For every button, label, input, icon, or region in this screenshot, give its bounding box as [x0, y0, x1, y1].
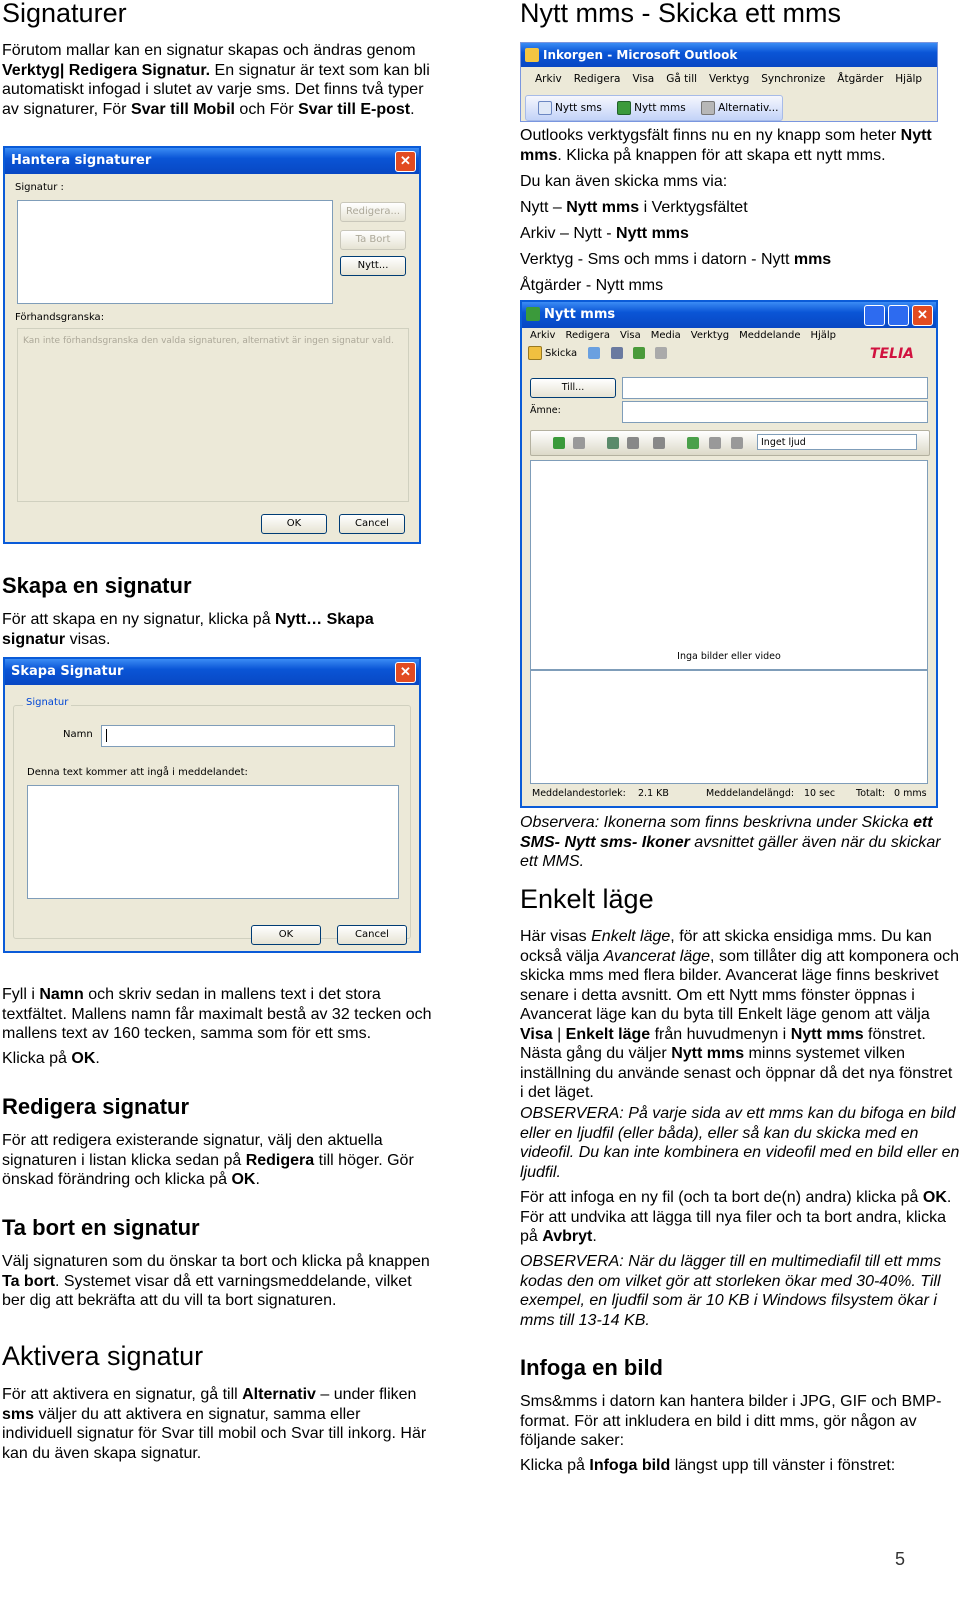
paragraph-via-2: Arkiv – Nytt - Nytt mms: [520, 225, 689, 242]
mms-menu-item[interactable]: Arkiv: [530, 330, 556, 341]
tools-icon[interactable]: [655, 347, 667, 359]
signature-text-area[interactable]: [27, 785, 399, 899]
outlook-menu-bar: [535, 73, 934, 85]
close-icon[interactable]: ✕: [395, 662, 416, 683]
new-button[interactable]: Nytt...: [340, 256, 406, 276]
preview-box: [17, 328, 409, 502]
outlook-menu-item[interactable]: Visa: [632, 73, 655, 85]
edit-button[interactable]: Redigera...: [340, 202, 406, 222]
dialog-title: Hantera signaturer: [5, 148, 419, 174]
outlook-menu-item[interactable]: Redigera: [573, 73, 621, 85]
paragraph-klicka-ok: Klicka på OK.: [2, 1050, 100, 1067]
page-number: 5: [894, 1549, 905, 1569]
address-book-icon[interactable]: [588, 347, 600, 359]
outlook-menu-item[interactable]: Verktyg: [709, 73, 750, 85]
minimize-icon[interactable]: [864, 305, 885, 326]
to-field[interactable]: [622, 377, 928, 399]
paragraph-via-4: Åtgärder - Nytt mms: [520, 277, 664, 294]
text-label: Denna text kommer att ingå i meddelandet:: [27, 767, 248, 778]
video-icon[interactable]: [653, 437, 665, 449]
paragraph-redigera: För att redigera existerande signatur, välj den aktuella signaturen i listan klicka sedan på Redigera till höger. Gör önskad förändring och klicka på OK.: [2, 1132, 414, 1188]
status-total-label: Totalt:: [856, 788, 886, 799]
status-bar: [528, 786, 930, 802]
dialog-title: Skapa Signatur: [5, 659, 419, 685]
signature-list[interactable]: [17, 200, 333, 304]
telia-logo: TELIA: [869, 346, 914, 362]
outlook-menu-item[interactable]: Åtgärder: [837, 73, 884, 85]
to-button[interactable]: Till...: [530, 378, 616, 398]
delete-button[interactable]: Ta Bort: [340, 230, 406, 250]
preview-text: Kan inte förhandsgranska den valda signaturen, alternativt är ingen signatur vald.: [23, 336, 394, 346]
mms-toolbar: [528, 346, 670, 362]
status-size-label: Meddelandestorlek:: [532, 788, 626, 799]
new-sms-button[interactable]: Nytt sms: [538, 102, 602, 114]
signature-label: Signatur :: [15, 182, 64, 193]
outlook-menu-item[interactable]: Hjälp: [895, 73, 923, 85]
subject-field[interactable]: [622, 401, 928, 423]
sound-icon[interactable]: [709, 437, 721, 449]
mms-menu-item[interactable]: Verktyg: [690, 330, 730, 341]
mms-menu-item[interactable]: Hjälp: [810, 330, 837, 341]
paragraph-via-3: Verktyg - Sms och mms i datorn - Nytt mms: [520, 251, 832, 268]
film-icon[interactable]: [627, 437, 639, 449]
paragraph-observera-multimedia: OBSERVERA: När du lägger till en multimediafil till ett mms kodas den om vilket gör att storleken ökar med 30-40%. Till exempel, en ljudfil som är 10 KB i Windows filsystem ökar i mms till 13-14 KB.: [520, 1253, 942, 1329]
book-icon[interactable]: [611, 347, 623, 359]
mms-menu-item[interactable]: Visa: [619, 330, 641, 341]
paragraph-signaturer-intro: Förutom mallar kan en signatur skapas och ändras genom Verktyg| Redigera Signatur. En signatur är text som kan bli automatiskt infogad i slutet av varje sms. Det finns två typer av signaturer, För Svar till Mobil och För Svar till E-post.: [2, 42, 430, 118]
ok-button[interactable]: OK: [261, 514, 327, 534]
mms-menu-bar: [530, 330, 846, 341]
paragraph-via: Du kan även skicka mms via:: [520, 173, 728, 190]
sound-remove-icon[interactable]: [731, 437, 743, 449]
cancel-button[interactable]: Cancel: [339, 514, 405, 534]
maximize-icon[interactable]: [888, 305, 909, 326]
heading-enkelt-lage: Enkelt läge: [520, 884, 654, 914]
sound-add-icon[interactable]: [687, 437, 699, 449]
paragraph-observera-ikoner: Observera: Ikonerna som finns beskrivna under Skicka ett SMS- Nytt sms- Ikoner avsnittet gäller även när du skickar ett MMS.: [520, 814, 941, 870]
envelope-icon: [528, 346, 542, 360]
group-label: Signatur: [23, 697, 71, 708]
name-input[interactable]: [101, 725, 395, 747]
tools-icon: [701, 101, 715, 115]
subject-label: Ämne:: [530, 405, 561, 416]
sms-icon: [538, 101, 552, 115]
heading-ta-bort-signatur: Ta bort en signatur: [2, 1215, 200, 1240]
contacts-icon[interactable]: [633, 347, 645, 359]
outlook-screenshot: [520, 42, 938, 122]
name-label: Namn: [63, 729, 93, 740]
no-media-text: Inga bilder eller video: [677, 651, 781, 662]
cancel-button[interactable]: Cancel: [337, 925, 407, 945]
insert-image-icon[interactable]: [553, 437, 565, 449]
outlook-menu-item[interactable]: Synchronize: [761, 73, 826, 85]
send-button[interactable]: Skicka: [528, 348, 577, 359]
heading-redigera-signatur: Redigera signatur: [2, 1094, 190, 1119]
heading-infoga-bild: Infoga en bild: [520, 1355, 663, 1380]
paragraph-aktivera: För att aktivera en signatur, gå till Alternativ – under fliken sms väljer du att aktivera en signatur, samma eller individuell signatur för Svar till mobil och Svar till inkorg. Här kan du även skapa signatur.: [2, 1386, 427, 1462]
new-mms-button[interactable]: Nytt mms: [617, 102, 686, 114]
text-cursor: [106, 729, 107, 742]
mms-window-title: Nytt mms: [522, 302, 936, 328]
heading-nytt-mms: Nytt mms - Skicka ett mms: [520, 0, 842, 28]
outlook-toolbar: [525, 95, 783, 121]
paragraph-observera-fil: OBSERVERA: På varje sida av ett mms kan du bifoga en bild eller en ljudfil (eller båda), eller så kan du skicka med en videofil. Du kan inte kombinera en videofil med en bild eller en ljudfil.: [520, 1105, 960, 1181]
heading-signaturer: Signaturer: [2, 0, 127, 28]
paragraph-skapa: För att skapa en ny signatur, klicka på Nytt… Skapa signatur visas.: [2, 611, 374, 648]
outlook-icon: [525, 48, 539, 62]
sound-select[interactable]: Inget ljud: [757, 434, 917, 450]
mms-menu-item[interactable]: Redigera: [565, 330, 610, 341]
paragraph-infoga-fil: För att infoga en ny fil (och ta bort de(n) andra) klicka på OK. För att undvika att lägga till nya filer och ta bort andra, klicka på Avbryt.: [520, 1189, 952, 1245]
media-area[interactable]: [530, 460, 928, 670]
preview-label: Förhandsgranska:: [15, 312, 105, 323]
close-icon[interactable]: ✕: [395, 151, 416, 172]
heading-aktivera-signatur: Aktivera signatur: [2, 1341, 204, 1371]
message-text-area[interactable]: [530, 670, 928, 784]
status-length-label: Meddelandelängd:: [706, 788, 795, 799]
close-icon[interactable]: ✕: [912, 305, 933, 326]
mms-icon: [617, 101, 631, 115]
outlook-menu-item[interactable]: Gå till: [666, 73, 698, 85]
options-button[interactable]: Alternativ...: [701, 102, 778, 114]
paragraph-bildformat: Sms&mms i datorn kan hantera bilder i JPG, GIF och BMP-format. För att inkludera en bild i ditt mms, gör någon av följande saker:: [520, 1393, 942, 1449]
image-icon[interactable]: [573, 437, 585, 449]
status-size-value: 2.1 KB: [638, 788, 669, 799]
create-signature-dialog: [3, 657, 421, 953]
status-total-value: 0 mms: [894, 788, 927, 799]
mms-icon: [526, 307, 540, 321]
outlook-title: Inkorgen - Microsoft Outlook: [521, 43, 937, 67]
ok-button[interactable]: OK: [251, 925, 321, 945]
new-mms-window: [520, 300, 938, 808]
save-icon[interactable]: [607, 437, 619, 449]
heading-skapa-signatur: Skapa en signatur: [2, 573, 192, 598]
mms-menu-item[interactable]: Media: [650, 330, 681, 341]
paragraph-via-1: Nytt – Nytt mms i Verktygsfältet: [520, 199, 748, 216]
paragraph-ta-bort: Välj signaturen som du önskar ta bort och klicka på knappen Ta bort. Systemet visar då ett varningsmeddelande, vilket ber dig att bekräfta att du vill ta bort signaturen.: [2, 1253, 430, 1309]
paragraph-outlook-toolbar: Outlooks verktygsfält finns nu en ny knapp som heter Nytt mms. Klicka på knappen för att skapa ett nytt mms.: [520, 127, 932, 164]
status-length-value: 10 sec: [804, 788, 836, 799]
paragraph-klicka-infoga: Klicka på Infoga bild längst upp till vänster i fönstret:: [520, 1457, 896, 1474]
paragraph-fyll-i: Fyll i Namn och skriv sedan in mallens text i det stora textfältet. Mallens namn får maximalt bestå av 32 tecken och mallens text av 160 tecken, samma som för ett sms.: [2, 986, 432, 1042]
media-toolbar: [530, 430, 930, 456]
outlook-menu-item[interactable]: Arkiv: [535, 73, 562, 85]
mms-menu-item[interactable]: Meddelande: [739, 330, 801, 341]
paragraph-enkelt-lage: Här visas Enkelt läge, för att skicka ensidiga mms. Du kan också välja Avancerat läge, som tillåter dig att komponera och skicka mms med flera bilder. Avancerat läge finns beskrivet senare i detta avsnitt. Om ett Nytt mms fönster öppnas i Avancerat läge kan du byta till Enkelt läge genom att välja Visa | Enkelt läge från huvudmenyn i Nytt mms fönstret. Nästa gång du väljer Nytt mms minns systemet vilken inställning du använde senast och öppnar då det nya fönstret i det läget.: [520, 928, 960, 1101]
manage-signatures-dialog: [3, 146, 421, 544]
